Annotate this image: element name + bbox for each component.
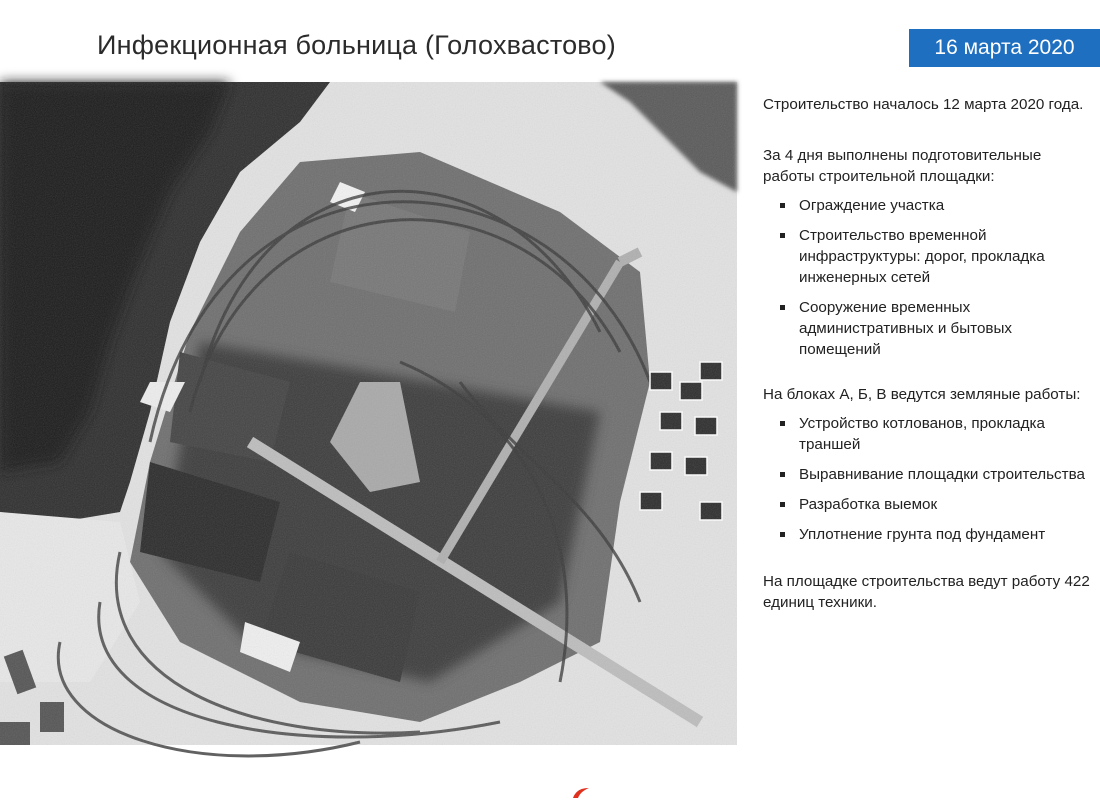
info-panel	[763, 94, 1093, 613]
list-item: Уплотнение грунта под фундамент	[799, 524, 1093, 545]
preparatory-works-list	[763, 195, 1093, 360]
list-item: Строительство временной инфраструктуры: дорог, прокладка инженерных сетей	[799, 225, 1093, 288]
construction-start-text: Строительство началось 12 марта 2020 года.	[763, 96, 1084, 113]
date-badge: 16 марта 2020	[909, 29, 1100, 67]
list-item: Ограждение участка	[799, 195, 1093, 216]
roscosmos-logo	[572, 786, 678, 800]
list-item: Устройство котлованов, прокладка траншей	[799, 413, 1093, 455]
earthworks-list	[763, 413, 1093, 545]
satellite-image	[0, 82, 737, 800]
list-item: Выравнивание площадки строительства	[799, 464, 1093, 485]
list-item: Разработка выемок	[799, 494, 1093, 515]
preparatory-works-text: За 4 дня выполнены подготовительные работы строительной площадки:	[763, 147, 1042, 185]
roscosmos-logo-icon	[572, 787, 590, 799]
equipment-count-text: На площадке строительства ведут работу 422 единиц техники.	[763, 573, 1090, 611]
page-title: Инфекционная больница (Голохвастово)	[97, 30, 616, 60]
list-item: Сооружение временных административных и бытовых помещений	[799, 297, 1093, 360]
earthworks-text: На блоках А, Б, В ведутся земляные работы:	[763, 386, 1081, 403]
logo-text: РОСКОСМОС	[595, 786, 678, 800]
